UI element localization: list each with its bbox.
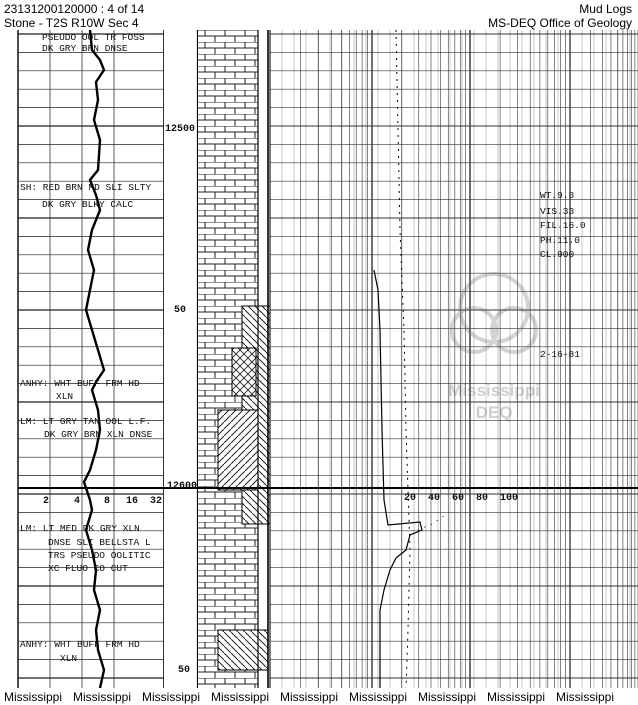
depth-label-12600: 12600: [167, 481, 198, 492]
svg-text:20: 20: [404, 493, 417, 504]
note-3b: XLN: [56, 391, 74, 402]
depth-label-12500: 12500: [165, 124, 196, 135]
deq-watermark: [432, 268, 556, 428]
note-5a: LM: LT MED DK GRY XLN: [20, 523, 140, 534]
office-label: MS-DEQ Office of Geology: [488, 16, 632, 30]
svg-text:PH.11.0: PH.11.0: [540, 235, 580, 246]
note-5d: XC FLUO CO CUT: [48, 563, 128, 574]
note-1b: DK GRY BRN DNSE: [42, 43, 128, 54]
svg-text:60: 60: [452, 493, 465, 504]
svg-text:40: 40: [428, 493, 441, 504]
note-1a: PSEUDO OOL TR FOSS: [42, 32, 145, 43]
note-2a: SH: RED BRN MD SLI SLTY: [20, 182, 152, 193]
location-label: Stone - T2S R10W Sec 4: [4, 16, 139, 30]
svg-text:VIS.33: VIS.33: [540, 206, 575, 217]
svg-text:32: 32: [150, 496, 163, 507]
well-id: 23131200120000 : 4 of 14: [4, 2, 145, 16]
note-3a: ANHY: WHT BUFF FRM HD: [20, 378, 140, 389]
svg-text:100: 100: [500, 493, 519, 504]
svg-text:WT.9.3: WT.9.3: [540, 190, 575, 201]
doc-type: Mud Logs: [579, 2, 632, 16]
note-6a: ANHY: WHT BUFF FRM HD: [20, 639, 140, 650]
svg-text:2: 2: [43, 496, 50, 507]
note-5c: TRS PSEUDO OOLITIC: [48, 550, 151, 561]
note-4b: DK GRY BRN XLN DNSE: [44, 429, 153, 440]
depth-label-50a: 50: [174, 305, 187, 316]
depth-label-50b: 50: [178, 665, 191, 676]
date-note: 2-16-81: [540, 349, 580, 360]
svg-text:16: 16: [126, 496, 139, 507]
watermark-line1: Mississippi: [448, 381, 540, 400]
note-4a: LM: LT GRY TAN OOL L.F.: [20, 416, 152, 427]
footer-watermark-row: Mississippi Mississippi Mississippi Mississippi Mississippi Mississippi Mississippi Mississippi Mississippi: [4, 690, 615, 704]
svg-text:CL.900: CL.900: [540, 249, 575, 260]
svg-text:8: 8: [104, 496, 111, 507]
svg-text:80: 80: [476, 493, 489, 504]
svg-text:FIL.16.0: FIL.16.0: [540, 220, 586, 231]
note-5b: DNSE SLI BELLSTA L: [48, 537, 151, 548]
note-6b: XLN: [60, 653, 78, 664]
watermark-line2: DEQ: [475, 403, 513, 422]
svg-text:4: 4: [74, 496, 81, 507]
note-2b: DK GRY BLKY CALC: [42, 199, 134, 210]
rop-track: [18, 30, 164, 688]
lithology-column: [198, 30, 270, 688]
